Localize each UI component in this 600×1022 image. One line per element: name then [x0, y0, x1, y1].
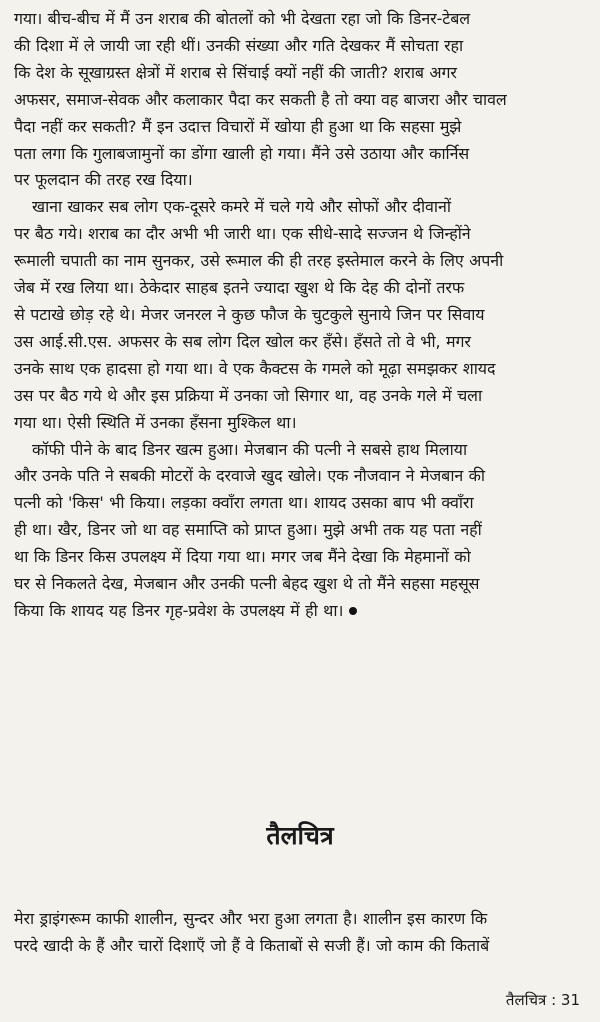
- text-line: से पटाखे छोड़ रहे थे। मेजर जनरल ने कुछ फौज के चुटकुले सुनाये जिन पर सिवाय: [14, 304, 485, 324]
- text-line: ही था। खैर, डिनर जो था वह समाप्ति को प्राप्त हुआ। मुझे अभी तक यह पता नहीं: [14, 520, 482, 540]
- text-line: घर से निकलते देख, मेजबान और उनकी पत्नी बेहद खुश थे तो मैंने सहसा महसूस: [14, 574, 480, 594]
- text-line: उस आई.सी.एस. अफसर के सब लोग दिल खोल कर हँसे। हँसते तो वे भी, मगर: [14, 331, 471, 351]
- page-footer: तैलचित्र : 31: [505, 991, 580, 1009]
- text-line: की दिशा में ले जायी जा रही थीं। उनकी संख्या और गति देखकर मैं सोचता रहा: [14, 35, 464, 55]
- text-line: पता लगा कि गुलाबजामुनों का डोंगा खाली हो गया। मैंने उसे उठाया और कार्निस: [14, 143, 470, 163]
- text-line: पत्नी को 'किस' भी किया। लड़का क्वाँरा लगता था। शायद उसका बाप भी क्वाँरा: [14, 493, 474, 513]
- text-line: मेरा ड्राइंगरूम काफी शालीन, सुन्दर और भरा हुआ लगता है। शालीन इस कारण कि: [14, 909, 488, 928]
- text-line: उस पर बैठ गये थे और इस प्रक्रिया में उनका जो सिगार था, वह उनके गले में चला: [14, 385, 483, 405]
- text-line: था कि डिनर किस उपलक्ष्य में दिया गया था। मगर जब मैंने देखा कि मेहमानों को: [14, 547, 471, 567]
- text-line: पर बैठ गये। शराब का दौर अभी भी जारी था। एक सीधे-सादे सज्जन थे जिन्होंने: [14, 224, 471, 244]
- paragraph-2: [14, 194, 586, 436]
- paragraph-1: [14, 6, 586, 194]
- chapter-opening-paragraph: [14, 906, 586, 960]
- text-line: अफसर, समाज-सेवक और कलाकार पैदा कर सकती है तो क्या वह बाजरा और चावल: [14, 89, 507, 109]
- text-line: खाना खाकर सब लोग एक-दूसरे कमरे में चले गये और सोफों और दीवानों: [32, 197, 451, 217]
- text-line: कॉफी पीने के बाद डिनर खत्म हुआ। मेजबान की पत्नी ने सबसे हाथ मिलाया: [32, 439, 467, 459]
- text-line: उनके साथ एक हादसा हो गया था। वे एक कैक्टस के गमले को मूढ़ा समझकर शायद: [14, 358, 496, 378]
- text-line: और उनके पति ने सबकी मोटरों के दरवाजे खुद खोले। एक नौजवान ने मेजबान की: [14, 466, 485, 486]
- paragraph-3: [14, 437, 586, 625]
- text-line: कि देश के सूखाग्रस्त क्षेत्रों में शराब से सिंचाई क्यों नहीं की जाती? शराब अगर: [14, 62, 457, 82]
- text-line-last: [14, 598, 586, 625]
- text-line: गया था। ऐसी स्थिति में उनका हँसना मुश्किल था।: [14, 412, 297, 432]
- chapter-title: तैलचित्र: [266, 821, 334, 850]
- text-line: रूमाली चपाती का नाम सुनकर, उसे रूमाल की ही तरह इस्तेमाल करने के लिए अपनी: [14, 251, 504, 271]
- text-line: जेब में रख लिया था। ठेकेदार साहब इतने ज्यादा खुश थे कि देह की दोनों तरफ: [14, 278, 465, 298]
- text-line-content: किया कि शायद यह डिनर गृह-प्रवेश के उपलक्ष्य में ही था।: [14, 600, 344, 620]
- text-line: परदे खादी के हैं और चारों दिशाएँ जो हैं वे किताबों से सजी हैं। जो काम की किताबें: [14, 935, 490, 955]
- text-line: गया। बीच-बीच में मैं उन शराब की बोतलों को भी देखता रहा जो कि डिनर-टेबल: [14, 9, 471, 28]
- text-line: पर फूलदान की तरह रख दिया।: [14, 170, 193, 190]
- end-of-section-bullet-icon: [349, 607, 357, 615]
- text-line: पैदा नहीं कर सकती? मैं इन उदात्त विचारों में खोया ही हुआ था कि सहसा मुझे: [14, 116, 462, 136]
